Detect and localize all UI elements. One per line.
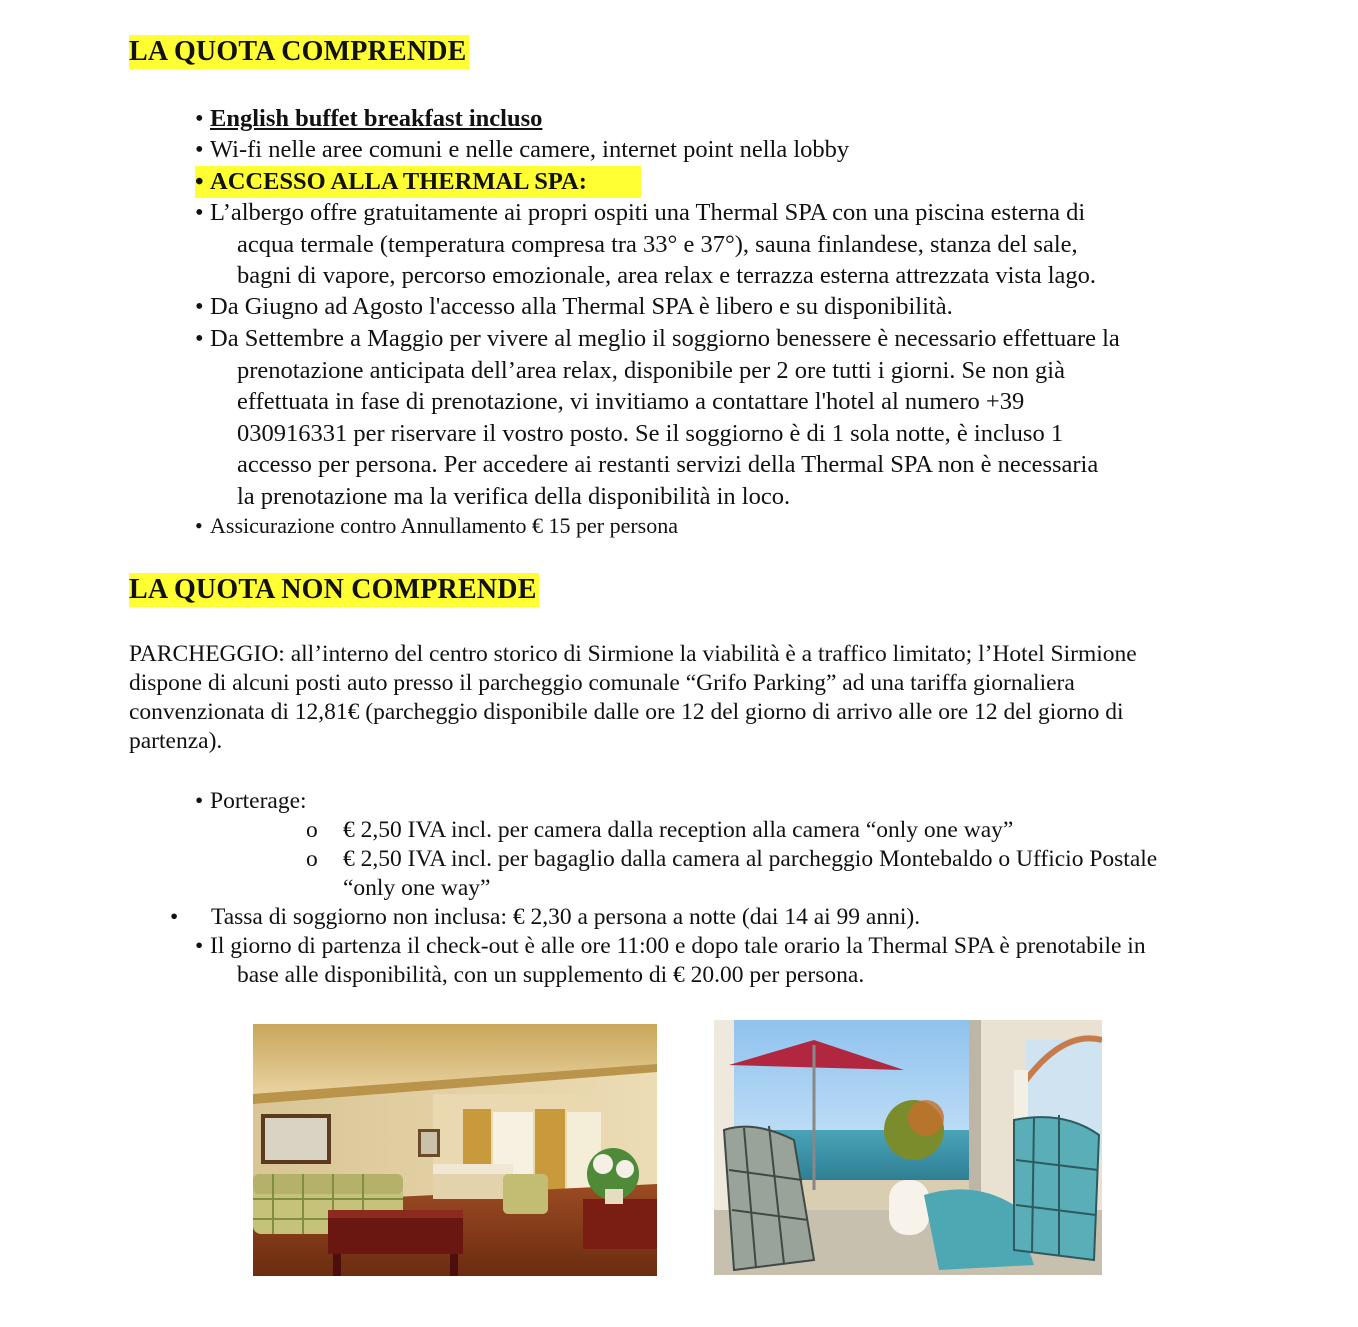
parking-line: convenzionata di 12,81€ (parcheggio disponibile dalle ore 12 del giorno di arrivo alle ore 12 del giorno di	[129, 699, 1124, 725]
spa-line: L’albergo offre gratuitamente ai propri ospiti una Thermal SPA con una piscina esterna di	[210, 199, 1086, 226]
bullet: •	[170, 904, 179, 930]
city-tax-text: Tassa di soggiorno non inclusa: € 2,30 a persona a notte (dai 14 ai 99 anni).	[211, 904, 921, 930]
porterage-subitem	[306, 845, 1226, 903]
checkout-line: Il giorno di partenza il check-out è alle ore 11:00 e dopo tale orario la Thermal SPA è prenotabile in	[210, 933, 1146, 959]
list-item-summer-access	[195, 291, 1095, 323]
sub-bullet: o	[306, 846, 318, 872]
porterage-luggage-text: € 2,50 IVA incl. per bagaglio dalla camera al parcheggio Montebaldo o Ufficio Postale	[343, 846, 1158, 872]
included-heading: LA QUOTA COMPRENDE	[129, 36, 467, 67]
winter-line: la prenotazione ma la verifica della disponibilità in loco.	[237, 482, 791, 510]
winter-line: accesso per persona. Per accedere ai restanti servizi della Thermal SPA non è necessaria	[237, 451, 1099, 478]
porterage-room-text: € 2,50 IVA incl. per camera dalla reception alla camera “only one way”	[343, 817, 1014, 843]
checkout-line: base alle disponibilità, con un supplemento di € 20.00 per persona.	[237, 962, 865, 988]
bullet: •	[195, 168, 204, 195]
parking-line: partenza).	[129, 728, 223, 754]
porterage-subitem	[306, 816, 1106, 845]
winter-line: prenotazione anticipata dell’area relax, disponibile per 2 ore tutti i giorni. Se non già	[237, 356, 1065, 384]
bullet: •	[195, 105, 204, 132]
bullet: •	[195, 199, 204, 226]
list-item-winter-booking	[195, 323, 1255, 513]
sub-bullet: o	[306, 817, 318, 843]
bullet: •	[195, 788, 204, 814]
hotel-room-photo	[253, 1024, 657, 1276]
bullet: •	[195, 136, 204, 163]
insurance-text: Assicurazione contro Annullamento € 15 per persona	[210, 513, 678, 538]
terrace-illustration	[714, 1020, 1102, 1275]
breakfast-text: English buffet breakfast incluso	[210, 105, 543, 132]
list-item-checkout	[195, 932, 1235, 992]
excluded-heading: LA QUOTA NON COMPRENDE	[129, 574, 537, 605]
bullet: •	[195, 933, 204, 959]
list-item-insurance	[195, 512, 895, 540]
porterage-label: Porterage:	[210, 788, 307, 814]
bullet: •	[195, 325, 204, 352]
spa-line: acqua termale (temperatura compresa tra 33° e 37°), sauna finlandese, stanza del sale,	[237, 230, 1078, 258]
summer-text: Da Giugno ad Agosto l'accesso alla Thermal SPA è libero e su disponibilità.	[210, 293, 953, 320]
porterage-luggage-text: “only one way”	[343, 875, 491, 901]
spa-line: bagni di vapore, percorso emozionale, area relax e terrazza esterna attrezzata vista lago.	[237, 262, 1097, 289]
terrace-lake-view-photo	[714, 1020, 1102, 1275]
spa-access-text: ACCESSO ALLA THERMAL SPA:	[210, 168, 587, 195]
list-item-porterage	[195, 787, 395, 817]
wifi-text: Wi-fi nelle aree comuni e nelle camere, internet point nella lobby	[210, 136, 850, 163]
list-item-spa-description	[195, 197, 1235, 292]
parking-paragraph	[129, 640, 1229, 758]
parking-line: dispone di alcuni posti auto presso il parcheggio comunale “Grifo Parking” ad una tariffa giornaliera	[129, 670, 1075, 696]
hotel-room-illustration	[253, 1024, 657, 1276]
list-item-city-tax	[170, 903, 990, 933]
parking-line: PARCHEGGIO: all’interno del centro storico di Sirmione la viabilità è a traffico limitato; l’Hotel Sirmione	[129, 641, 1137, 667]
list-item-spa-access	[195, 166, 641, 198]
winter-line: Da Settembre a Maggio per vivere al meglio il soggiorno benessere è necessario effettuare la	[210, 325, 1120, 352]
winter-line: 030916331 per riservare il vostro posto. Se il soggiorno è di 1 sola notte, è incluso 1	[237, 419, 1064, 447]
list-item-wifi	[195, 134, 1095, 166]
bullet: •	[195, 513, 203, 538]
winter-line: effettuata in fase di prenotazione, vi invitiamo a contattare l'hotel al numero +39	[237, 388, 1025, 415]
bullet: •	[195, 293, 204, 320]
list-item-breakfast	[195, 103, 635, 135]
